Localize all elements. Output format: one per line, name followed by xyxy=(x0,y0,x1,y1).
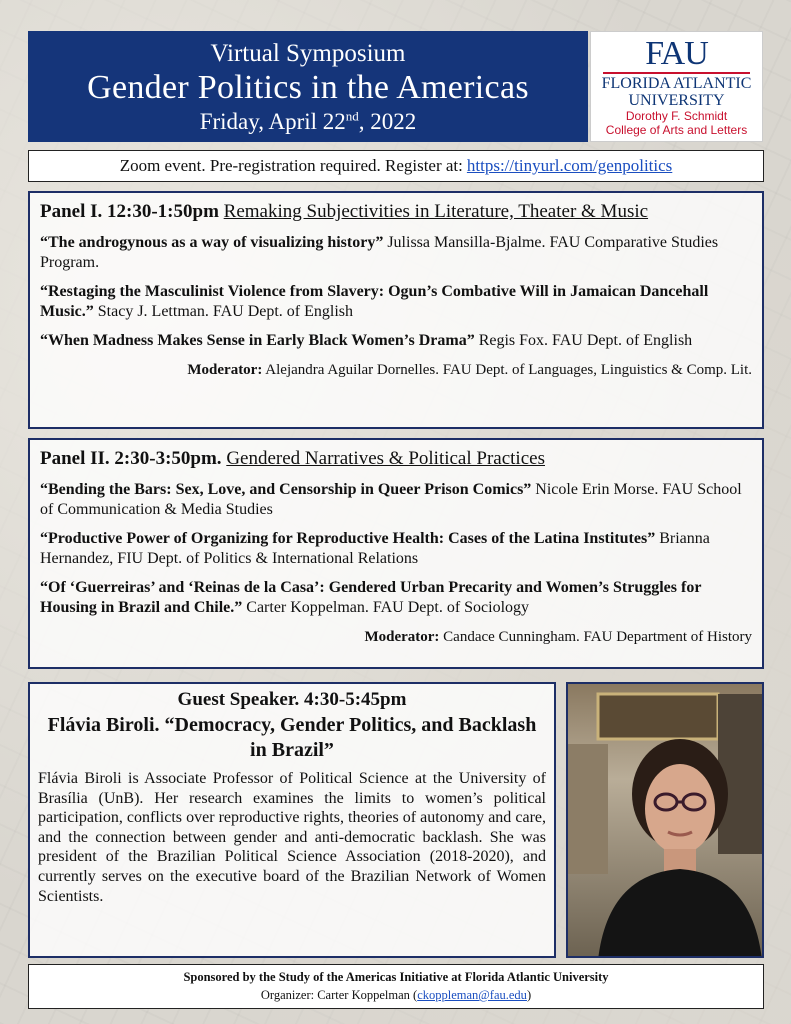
talk-item xyxy=(40,480,752,520)
college-name-line1: Dorothy F. Schmidt xyxy=(625,109,728,123)
talk-title: “Productive Power of Organizing for Reproductive Health: Cases of the Latina Institutes” xyxy=(40,530,656,547)
panel-1-label: Panel I. 12:30-1:50pm xyxy=(40,201,219,222)
talk-item xyxy=(40,529,752,569)
fau-logo xyxy=(590,31,763,142)
talk-speaker: Brianna Hernandez, FIU Dept. of Politics & International Relations xyxy=(40,530,710,567)
talk-speaker: Nicole Erin Morse. FAU School of Communication & Media Studies xyxy=(40,481,742,518)
talk-item xyxy=(40,282,752,322)
footer xyxy=(28,964,764,1009)
event-type: Virtual Symposium xyxy=(210,40,406,67)
panel-1-moderator: Moderator: Alejandra Aguilar Dornelles. FAU Dept. of Languages, Linguistics & Comp. Lit. xyxy=(187,362,752,378)
event-title: Gender Politics in the Americas xyxy=(87,69,529,106)
panel-2-moderator: Moderator: Candace Cunningham. FAU Department of History xyxy=(364,629,752,645)
panel-1-theme: Remaking Subjectivities in Literature, Theater & Music xyxy=(223,201,649,222)
logo-divider xyxy=(603,72,750,74)
talk-item xyxy=(40,233,752,273)
panel-2 xyxy=(28,438,764,669)
talk-title: “Of ‘Guerreiras’ and ‘Reinas de la Casa’: Gendered Urban Precarity and Women’s Struggles for Housing in Brazil and Chile.” xyxy=(40,579,702,616)
talk-title: “The androgynous as a way of visualizing history” xyxy=(40,234,384,251)
fau-logo-mark: FAU xyxy=(645,35,708,72)
talk-speaker: Carter Koppelman. FAU Dept. of Sociology xyxy=(246,599,530,616)
panel-1-title xyxy=(40,199,752,225)
guest-speaker-box xyxy=(28,682,556,958)
talk-title: “Restaging the Masculinist Violence from Slavery: Ogun’s Combative Will in Jamaican Dancehall Music.” xyxy=(40,283,709,320)
talk-speaker: Julissa Mansilla-Bjalme. FAU Comparative Studies Program. xyxy=(40,234,719,271)
guest-talk-title: Flávia Biroli. “Democracy, Gender Politics, and Backlash in Brazil” xyxy=(47,714,537,761)
university-name-line2: UNIVERSITY xyxy=(628,92,725,109)
panel-2-title xyxy=(40,446,752,472)
speaker-photo xyxy=(566,682,764,958)
college-name-line2: College of Arts and Letters xyxy=(605,123,748,137)
talk-item xyxy=(40,578,752,618)
speaker-portrait-illustration xyxy=(568,684,764,958)
panel-1 xyxy=(28,191,764,429)
panel-2-theme: Gendered Narratives & Political Practices xyxy=(226,448,545,469)
talk-item xyxy=(40,331,752,351)
registration-text: Zoom event. Pre-registration required. Register at: xyxy=(119,156,463,175)
registration-bar xyxy=(28,150,764,182)
talk-speaker: Stacy J. Lettman. FAU Dept. of English xyxy=(97,303,354,320)
guest-bio: Flávia Biroli is Associate Professor of Political Science at the University of Brasília (UnB). Her research examines the limits to women’s political participation, conflicts over reproductive rights, theories of autonomy and care, and the connection between gender and anti-democratic backlash. She was president of the Brazilian Political Science Association (2018-2020), and currently serves on the executive board of the Brazilian Network of Women Scientists. xyxy=(38,770,546,905)
organizer-email-link[interactable]: ckoppleman@fau.edu xyxy=(417,988,527,1002)
talk-speaker: Regis Fox. FAU Dept. of English xyxy=(478,332,693,349)
sponsor-line: Sponsored by the Study of the Americas Initiative at Florida Atlantic University xyxy=(183,970,609,984)
registration-link[interactable]: https://tinyurl.com/genpolitics xyxy=(466,156,673,175)
guest-heading: Guest Speaker. 4:30-5:45pm xyxy=(177,689,407,710)
talk-title: “Bending the Bars: Sex, Love, and Censorship in Queer Prison Comics” xyxy=(40,481,532,498)
event-header xyxy=(28,31,588,142)
event-date: Friday, April 22nd, 2022 xyxy=(199,108,417,134)
organizer-line: Organizer: Carter Koppelman (ckoppleman@fau.edu) xyxy=(260,988,532,1002)
panel-2-label: Panel II. 2:30-3:50pm. xyxy=(40,448,222,469)
talk-title: “When Madness Makes Sense in Early Black Women’s Drama” xyxy=(40,332,475,349)
university-name-line1: FLORIDA ATLANTIC xyxy=(601,75,752,92)
